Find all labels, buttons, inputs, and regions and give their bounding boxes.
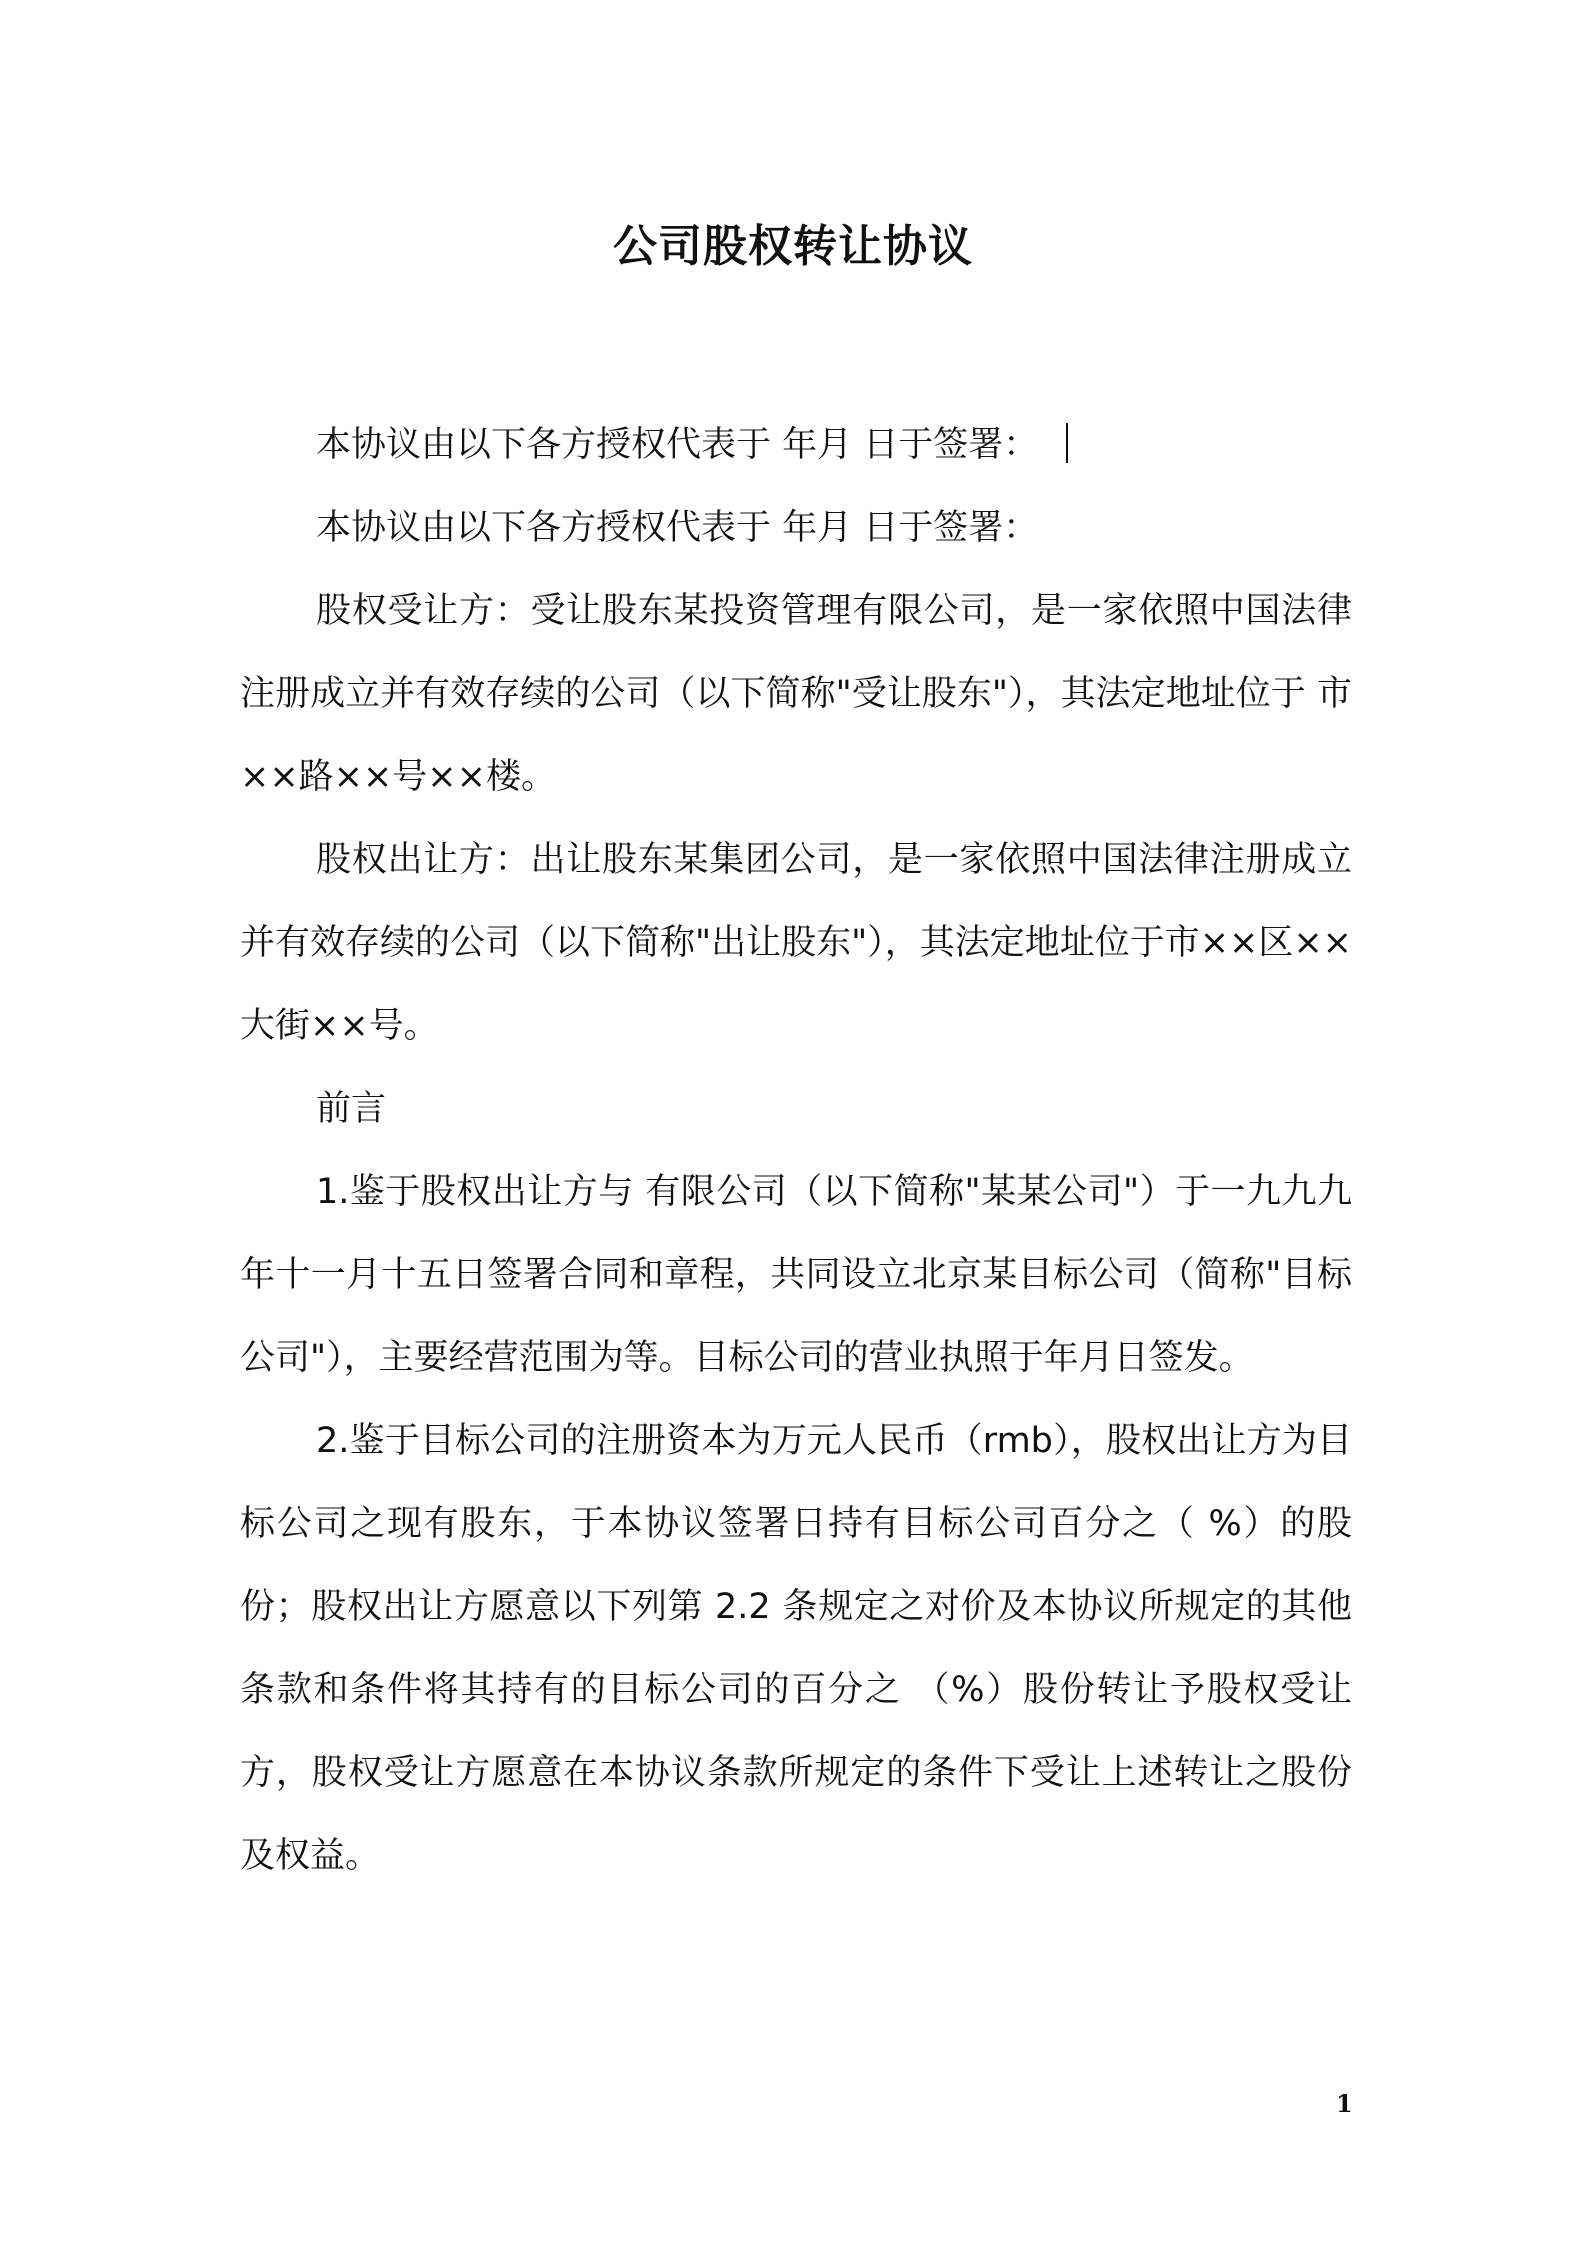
signing-line bbox=[240, 404, 1352, 487]
signing-line-text: 本协议由以下各方授权代表于 年月 日于签署： bbox=[316, 425, 1039, 465]
transferee-paragraph: 股权受让方：受让股东某投资管理有限公司，是一家依照中国法律注册成立并有效存续的公司（以下简称"受让股东"），其法定地址位于 市××路××号××楼。 bbox=[240, 591, 1352, 797]
preface-heading: 前言 bbox=[316, 1089, 387, 1129]
recital-1: 1.鉴于股权出让方与 有限公司（以下简称"某某公司"）于一九九九年十一月十五日签署合同和章程，共同设立北京某目标公司（简称"目标公司"），主要经营范围为等。目标公司的营业执照于年月日签发。 bbox=[240, 1172, 1352, 1378]
transferor-paragraph: 股权出让方：出让股东某集团公司，是一家依照中国法律注册成立并有效存续的公司（以下简称"出让股东"），其法定地址位于市××区××大街××号。 bbox=[240, 840, 1353, 1046]
recital-2: 2.鉴于目标公司的注册资本为万元人民币（rmb），股权出让方为目标公司之现有股东，于本协议签署日持有目标公司百分之（ %）的股份；股权出让方愿意以下列第 2.2 条规定之对价及本协议所规定的其他条款和条件将其持有的目标公司的百分之 （%）股份转让予股权受让方，股权受让方愿意在本协议条款所规定的条件下受让上述转让之股份及权益。 bbox=[240, 1421, 1352, 1876]
document-body bbox=[240, 404, 1352, 1898]
signing-line-repeat: 本协议由以下各方授权代表于 年月 日于签署： bbox=[316, 508, 1039, 548]
text-cursor bbox=[1066, 423, 1068, 463]
page-number: 1 bbox=[1336, 2089, 1353, 2118]
document-title: 公司股权转让协议 bbox=[613, 221, 973, 272]
